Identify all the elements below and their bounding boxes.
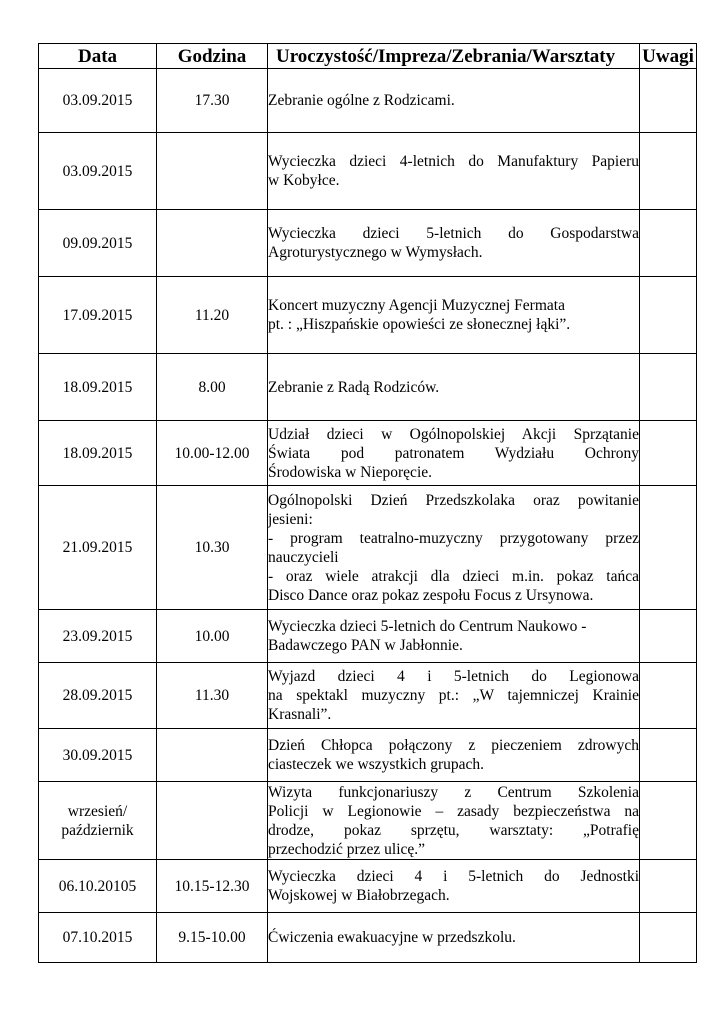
cell-notes [640,277,697,354]
cell-notes [640,69,697,133]
cell-date [39,782,157,860]
cell-notes [640,782,697,860]
cell-time: 10.15-12.30 [157,860,268,913]
cell-event-line: przechodzić przez ulicę.” [268,840,426,858]
table-row [39,354,697,421]
cell-event [268,421,640,486]
cell-event-line: Disco Dance oraz pokaz zespołu Focus z Ursynowa. [268,586,594,604]
table-row [39,210,697,277]
cell-event-line: - oraz wiele atrakcji dla dzieci m.in. pokaz tańca [268,567,639,585]
cell-time: 10.00 [157,610,268,663]
cell-date: 06.10.20105 [39,860,157,913]
cell-event-line: - program teatralno-muzyczny przygotowany przez [268,529,639,547]
header-time: Godzina [157,44,268,69]
table-row [39,860,697,913]
cell-time: 8.00 [157,354,268,421]
cell-event [268,663,640,729]
cell-event [268,486,640,610]
cell-event-line: Wycieczka dzieci 4-letnich do Manufaktury Papieru [268,153,639,170]
cell-event-line: Ćwiczenia ewakuacyjne w przedszkolu. [268,929,516,946]
table-row [39,913,697,963]
cell-notes [640,210,697,277]
cell-event-line: nauczycieli [268,548,339,566]
cell-event-line: Świata pod patronatem Wydziału Ochrony [268,444,639,462]
cell-date: 03.09.2015 [39,69,157,133]
table-row [39,729,697,782]
table-row [39,133,697,210]
cell-date-line: październik [61,821,134,839]
cell-time [157,210,268,277]
table-row [39,486,697,610]
cell-date: 23.09.2015 [39,610,157,663]
cell-event-line: Wycieczka dzieci 5-letnich do Centrum Naukowo - [268,618,587,635]
cell-date: 21.09.2015 [39,486,157,610]
cell-notes [640,663,697,729]
cell-event [268,913,640,963]
table-row [39,663,697,729]
cell-event [268,610,640,663]
cell-notes [640,860,697,913]
cell-event-line: Wyjazd dzieci 4 i 5-letnich do Legionowa [268,668,639,685]
cell-event-line: Wycieczka dzieci 5-letnich do Gospodarstwa [268,225,639,242]
header-date: Data [39,44,157,69]
cell-notes [640,133,697,210]
cell-event-line: jesieni: [268,510,313,528]
cell-time: 10.00-12.00 [157,421,268,486]
cell-time: 11.30 [157,663,268,729]
cell-event-line: drodze, pokaz sprzętu, warsztaty: „Potrafię [268,821,639,839]
cell-event-line: Wizyta funkcjonariuszy z Centrum Szkolenia [268,783,639,801]
cell-event [268,860,640,913]
cell-time: 10.30 [157,486,268,610]
cell-date: 18.09.2015 [39,421,157,486]
cell-notes [640,913,697,963]
cell-time: 11.20 [157,277,268,354]
cell-event [268,69,640,133]
cell-event-line: pt. : „Hiszpańskie opowieści ze słonecznej łąki”. [268,316,571,333]
cell-event-line: Ogólnopolski Dzień Przedszkolaka oraz powitanie [268,491,639,509]
cell-event [268,782,640,860]
table-row [39,610,697,663]
cell-date: 03.09.2015 [39,133,157,210]
cell-event [268,133,640,210]
table-row [39,69,697,133]
table-row [39,782,697,860]
cell-date: 09.09.2015 [39,210,157,277]
cell-date: 30.09.2015 [39,729,157,782]
table-row [39,277,697,354]
cell-event-line: ciasteczek we wszystkich grupach. [268,756,485,773]
cell-event-line: Krasnali”. [268,706,332,723]
cell-notes [640,610,697,663]
table-row [39,421,697,486]
cell-date: 18.09.2015 [39,354,157,421]
cell-event-line: w Kobyłce. [268,172,340,189]
cell-notes [640,354,697,421]
cell-date: 07.10.2015 [39,913,157,963]
cell-event-line: Agroturystycznego w Wymysłach. [268,244,483,261]
cell-event [268,277,640,354]
cell-event-line: Koncert muzyczny Agencji Muzycznej Fermata [268,297,565,314]
cell-event [268,354,640,421]
cell-time [157,729,268,782]
cell-event-line: Zebranie ogólne z Rodzicami. [268,92,455,109]
cell-event-line: Badawczego PAN w Jabłonnie. [268,637,463,654]
cell-event [268,729,640,782]
cell-event-line: Dzień Chłopca połączony z pieczeniem zdrowych [268,737,639,754]
header-row [39,44,697,69]
cell-event-line: Udział dzieci w Ogólnopolskiej Akcji Sprzątanie [268,425,639,443]
schedule-table [38,43,697,963]
cell-event-line: Środowiska w Nieporęcie. [268,463,432,481]
header-event: Uroczystość/Impreza/Zebrania/Warsztaty [268,44,640,69]
cell-time: 17.30 [157,69,268,133]
cell-date-line: wrzesień/ [67,802,128,820]
cell-event [268,210,640,277]
header-notes: Uwagi [640,44,697,69]
cell-time: 9.15-10.00 [157,913,268,963]
cell-date: 17.09.2015 [39,277,157,354]
cell-notes [640,729,697,782]
cell-notes [640,486,697,610]
cell-event-line: Wycieczka dzieci 4 i 5-letnich do Jednostki [268,868,639,885]
cell-event-line: Policji w Legionowie – zasady bezpieczeństwa na [268,802,639,820]
cell-date: 28.09.2015 [39,663,157,729]
cell-time [157,133,268,210]
cell-time [157,782,268,860]
cell-notes [640,421,697,486]
cell-event-line: Zebranie z Radą Rodziców. [268,378,440,396]
cell-event-line: na spektakl muzyczny pt.: „W tajemniczej Krainie [268,687,639,704]
cell-event-line: Wojskowej w Białobrzegach. [268,887,450,904]
